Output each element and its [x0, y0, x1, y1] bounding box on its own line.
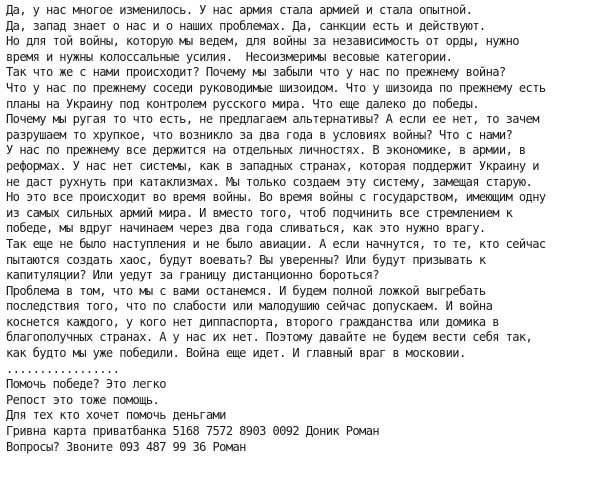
text-line: последствия того, что по слабости или малодушию сейчас допускаем. И война: [6, 299, 493, 314]
separator-dots: .................: [6, 361, 120, 376]
text-line: Да, у нас многое изменилось. У нас армия стала армией и стала опытной.: [6, 3, 473, 17]
text-line: разрушаем то хрупкое, что возникло за два года в условиях войны? Что с нами?: [6, 127, 513, 142]
text-line: Для тех кто хочет помочь деньгами: [6, 408, 226, 423]
text-line: не даст рухнуть при катаклизмах. Мы только создаем эту систему, замещая старую.: [6, 174, 533, 189]
text-line: как будто мы уже победили. Война еще идет. И главный враг в московии.: [6, 346, 466, 361]
text-line: Но это все происходит во время войны. Во время войны с государством, имеющим одну: [6, 190, 546, 205]
text-line: Проблема в том, что мы с вами останемся. И будем полной ложкой выгребать: [6, 283, 486, 298]
text-line: из самых сильных армий мира. И вместо того, чтоб подчинить все стремлением к: [6, 205, 513, 220]
text-line: У нас по прежнему все держится на отдельных личностях. В экономике, в армии, в: [6, 143, 526, 158]
text-line: Почему мы ругая то что есть, не предлагаем альтернативы? А если ее нет, то зачем: [6, 112, 539, 127]
contact-phone-line: Вопросы? Звоните 093 487 99 36 Роман: [6, 439, 246, 454]
text-line: Да, запад знает о нас и о наших проблемах. Да, санкции есть и действуют.: [6, 18, 486, 33]
bank-card-line: Гривна карта приватбанка 5168 7572 8903 0092 Доник Роман: [6, 424, 380, 439]
text-line: Но для той войны, которую мы ведем, для войны за независимость от орды, нужно: [6, 34, 519, 49]
text-line: Так что же с нами происходит? Почему мы забыли что у нас по прежнему война?: [6, 65, 506, 80]
text-line: планы на Украину под контролем русского мира. Что еще далеко до победы.: [6, 96, 479, 111]
text-line: Так еще не было наступления и не было авиации. А если начнутся, то те, кто сейчас: [6, 236, 546, 251]
text-line: Репост это тоже помощь.: [6, 392, 160, 407]
text-line: благополучных странах. А у нас их нет. Поэтому давайте не будем вести себя так,: [6, 330, 533, 345]
text-line: коснется каждого, у кого нет диппаспорта, второго гражданства или домика в: [6, 314, 499, 329]
text-line: победе, мы вдруг начинаем через два года сливаться, как это нужно врагу.: [6, 221, 486, 236]
text-line: Помочь победе? Это легко: [6, 377, 166, 392]
text-line: время и нужны колоссальные усилия. Несоизмеримы весовые категории.: [6, 49, 453, 64]
text-line: реформах. У нас нет системы, как в западных странах, которая поддержит Украину и: [6, 158, 539, 173]
post-text-body: [6, 3, 600, 455]
text-line: капитуляции? Или уедут за границу дистанционно бороться?: [6, 268, 380, 283]
text-line: Что у нас по прежнему соседи руководимые шизоидом. Что у шизоида по прежнему есть: [6, 80, 546, 95]
text-line: пытаются создать хаос, будут воевать? Вы уверенны? Или будут призывать к: [6, 252, 486, 267]
